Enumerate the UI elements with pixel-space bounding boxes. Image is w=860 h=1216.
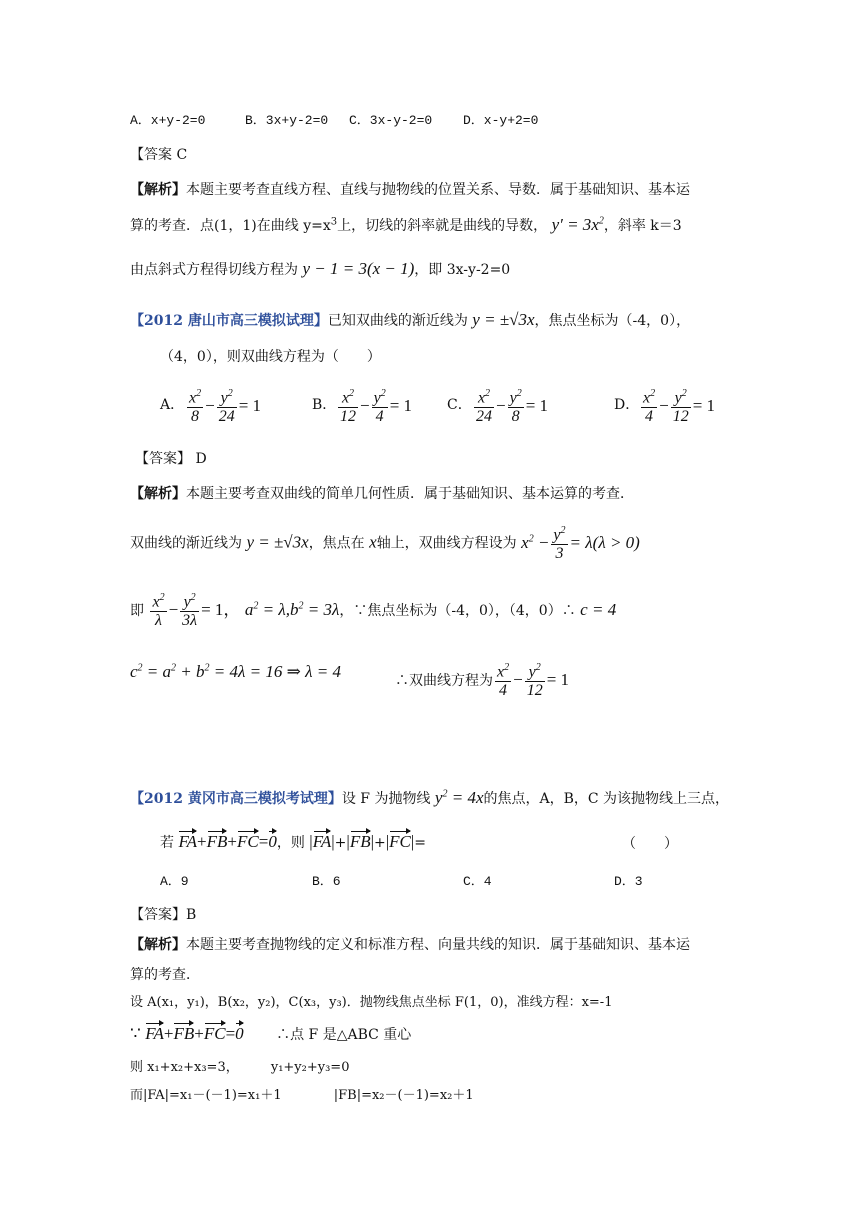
q1-option-d: D．x-y+2=0 (463, 113, 539, 128)
q1-analysis-line2: 算的考查．点(1，1)在曲线 $y=x^3$上，切线的斜率就是曲线的导数， $y' = 3x^2$，斜率 k＝3 (130, 215, 682, 234)
q3-answer: 【答案】B (130, 907, 197, 923)
q2-option-d-formula: $\frac{x^2}{4}$ − $\frac{y^2}{12}$ = 1 (643, 388, 716, 425)
q2-option-b-label: B． (312, 397, 337, 413)
q3-analysis-line1: 【解析】本题主要考查抛物线的定义和标准方程、向量共线的知识．属于基础知识、基本运 (130, 937, 690, 953)
q3-analysis-line4: ∵ FA+FB+FC=0 ∴点 F 是△ABC 重心 (130, 1024, 412, 1043)
q1-option-a: A．x+y-2=0 (130, 113, 206, 128)
q1-derivative-formula: $y' = 3x^2$ (551, 215, 604, 234)
q2-conclusion: ∴双曲线方程为 $\frac{x^2}{4}$ − $\frac{y^2}{12}$ = 1 (395, 662, 570, 699)
q2-source: 【2012 唐山市高三模拟试理】 (130, 313, 328, 329)
q3-option-c: C．4 (463, 874, 492, 889)
q2-analysis-line4 (130, 662, 341, 682)
q2-option-a-formula: $\frac{x^2}{8}$ − $\frac{y^2}{24}$ = 1 (189, 388, 262, 425)
q3-analysis-line3: 设 A(x₁，y₁)，B(x₂，y₂)，C(x₃，y₃)．抛物线焦点坐标 F(1，0)，准线方程：x=-1 (130, 995, 613, 1010)
q3-parabola-formula: $y^2 = 4x$ (434, 788, 484, 807)
q1-answer: 【答案 C (130, 147, 188, 163)
q3-analysis-line2: 算的考查． (130, 967, 200, 983)
q3-analysis-line5: 则 x₁+x₂+x₃=3， y₁+y₂+y₃=0 (130, 1060, 350, 1075)
q2-option-a-label: A． (160, 397, 185, 413)
q1-analysis-line1: 【解析】本题主要考查直线方程、直线与抛物线的位置关系、导数．属于基础知识、基本运 (130, 182, 690, 198)
q2-analysis-line3: 即 $\frac{x^2}{\lambda}$ − $\frac{y^2}{3\lambda}$ = 1， $a^2 = \lambda,b^2 = 3\lambda$，∵焦点坐标为（-4，0），（4，0）∴ c = 4 (130, 592, 617, 629)
q2-answer: 【答案】 D (135, 451, 207, 467)
q2-option-b-formula: $\frac{x^2}{12}$ − $\frac{y^2}{4}$ = 1 (340, 388, 413, 425)
q2-option-c-label: C． (447, 397, 472, 413)
q3-option-d: D．3 (614, 874, 643, 889)
q2-hyperbola-setup-formula: $x^2$ − $\frac{y^2}{3}$ = λ(λ > 0) (521, 525, 640, 562)
q2-c-squared-formula: $c^2 = a^2 + b^2 = 4\lambda = 16$ ⇒ λ = 4 (130, 662, 341, 681)
q1-option-b: B．3x+y-2=0 (245, 113, 329, 128)
q2-asymptote-formula: y = ±√3x (472, 310, 535, 329)
q2-option-c-formula: $\frac{x^2}{24}$ − $\frac{y^2}{8}$ = 1 (476, 388, 549, 425)
q3-answer-blank: （ ） (622, 836, 678, 852)
q1-tangent-formula: y − 1 = 3(x − 1) (302, 259, 415, 278)
q3-source: 【2012 黄冈市高三模拟考试理】 (130, 791, 342, 807)
q2-stem-line1: 【2012 唐山市高三模拟试理】已知双曲线的渐近线为 y = ±√3x，焦点坐标为（-4，0）， (130, 310, 691, 329)
q3-option-b: B．6 (312, 874, 341, 889)
q1-option-c: C．3x-y-2=0 (349, 113, 433, 128)
q3-option-a: A．9 (160, 874, 189, 889)
q3-stem-line1: 【2012 黄冈市高三模拟考试理】设 F 为抛物线 $y^2 = 4x$的焦点，A，B，C 为该抛物线上三点， (130, 788, 730, 807)
q2-stem-line2: （4，0），则双曲线方程为（ ） (160, 349, 381, 365)
q2-analysis-line1: 【解析】本题主要考查双曲线的简单几何性质．属于基础知识、基本运算的考查． (130, 486, 634, 502)
q1-analysis-line3: 由点斜式方程得切线方程为 y − 1 = 3(x − 1)，即 3x-y-2=0 (130, 259, 511, 278)
q3-analysis-line6: 而|FA|=x₁－(－1)=x₁＋1 |FB|=x₂－(－1)=x₂＋1 (130, 1088, 474, 1103)
q3-stem-line2: 若 FA+FB+FC=0，则 |FA|+|FB|+|FC|= (160, 832, 427, 851)
q2-analysis-line2: 双曲线的渐近线为 y = ±√3x，焦点在 x轴上，双曲线方程设为 $x^2$ − $\frac{y^2}{3}$ = λ(λ > 0) (130, 525, 640, 562)
q2-option-d-label: D． (614, 397, 640, 413)
